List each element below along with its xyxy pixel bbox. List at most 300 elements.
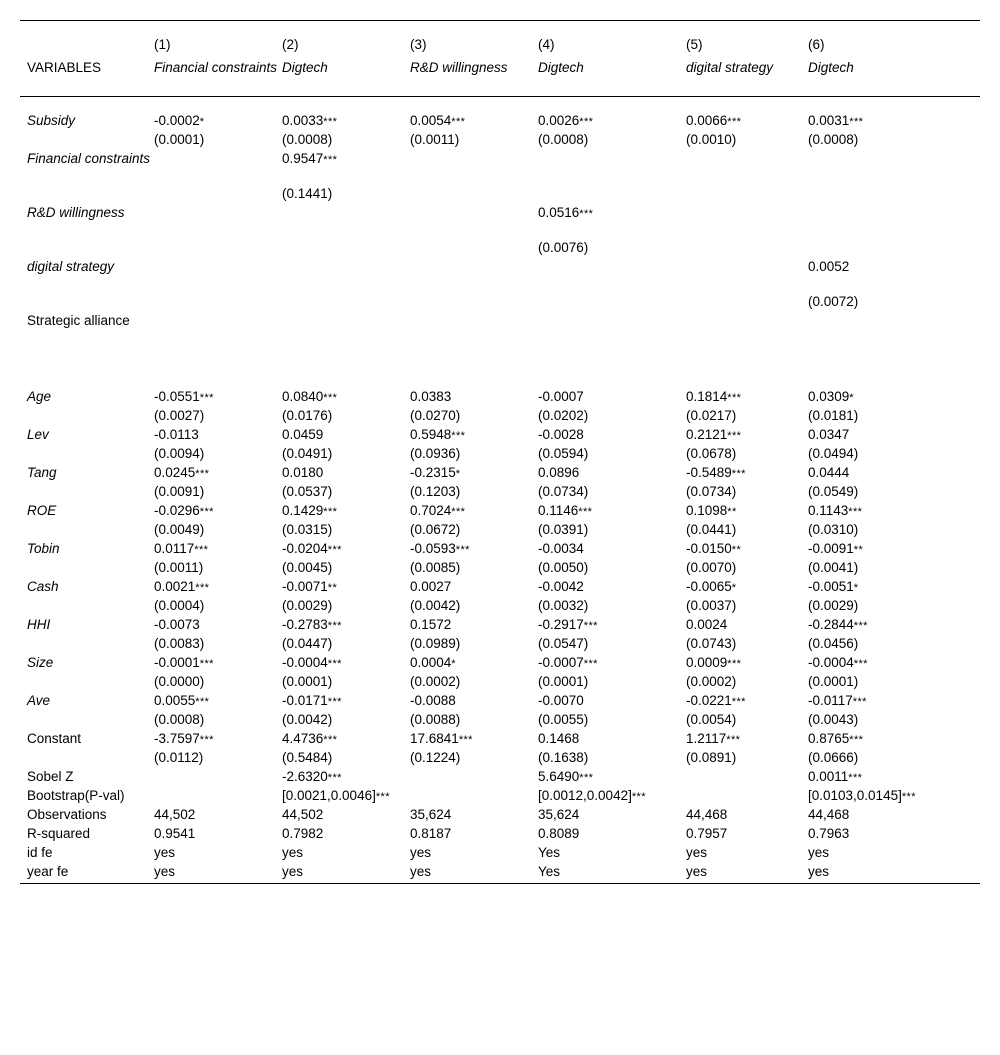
standard-error-c6 xyxy=(808,348,980,367)
cell-text: (0.0001) xyxy=(808,673,859,689)
cell-text: yes xyxy=(686,863,708,879)
cell-text: 0.0066*** xyxy=(686,112,742,128)
coefficient-c6 xyxy=(808,389,980,408)
cell-text: (0.0310) xyxy=(808,521,859,537)
coefficient-c1 xyxy=(154,693,282,712)
standard-error-c6 xyxy=(808,750,980,769)
cell-text: (0.0315) xyxy=(282,521,333,537)
cell-text: (0.0029) xyxy=(808,597,859,613)
cell-text: 0.2121*** xyxy=(686,426,742,442)
table-header-rule xyxy=(20,96,980,112)
cell-text: (0.0672) xyxy=(410,521,461,537)
column-number-header-row xyxy=(20,37,980,60)
coefficient-c1 xyxy=(154,655,282,674)
standard-error-c6 xyxy=(808,522,980,541)
cell-text: 0.9547*** xyxy=(282,150,338,166)
cell-text: (0.0041) xyxy=(808,559,859,575)
standard-error-c2 xyxy=(282,240,410,259)
cell-text: (0.0002) xyxy=(410,673,461,689)
table-row xyxy=(20,259,980,278)
standard-error-c3 xyxy=(410,132,538,151)
cell-text: (0.0027) xyxy=(154,407,205,423)
standard-error-c5 xyxy=(686,522,808,541)
empty-cell xyxy=(20,446,154,465)
variables-header xyxy=(20,60,154,97)
cell-text: [0.0103,0.0145]*** xyxy=(808,787,916,803)
coefficient-c2 xyxy=(282,655,410,674)
standard-error-c2 xyxy=(282,132,410,151)
coefficient-c6 xyxy=(808,151,980,170)
table-row-standard-error xyxy=(20,294,980,313)
cell-text: 0.5948*** xyxy=(410,426,466,442)
standard-error-c4 xyxy=(538,408,686,427)
footer-label xyxy=(20,826,154,845)
dependent-variable-name: Digtech xyxy=(282,59,328,75)
significance-stars: *** xyxy=(199,733,214,746)
table-row-standard-error xyxy=(20,132,980,151)
standard-error-c3 xyxy=(410,560,538,579)
significance-stars: * xyxy=(731,581,737,594)
standard-error-c3 xyxy=(410,750,538,769)
empty-cell xyxy=(20,484,154,503)
cell-text: 0.0009*** xyxy=(686,654,742,670)
controls-section-gap xyxy=(20,367,980,389)
cell-text: yes xyxy=(282,863,304,879)
significance-stars: *** xyxy=(731,467,746,480)
row-label-text: id fe xyxy=(27,844,53,860)
cell-text: -2.6320*** xyxy=(282,768,342,784)
table-row-standard-error xyxy=(20,408,980,427)
empty-cell xyxy=(20,712,154,731)
cell-text: (0.0001) xyxy=(282,673,333,689)
coefficient-c4 xyxy=(538,579,686,598)
cell-text: 0.1429*** xyxy=(282,502,338,518)
cell-text: 0.0055*** xyxy=(154,692,210,708)
row-label-text: Subsidy xyxy=(27,112,76,128)
cell-text: (0.0008) xyxy=(538,131,589,147)
row-label-9 xyxy=(20,541,154,560)
cell-text: 0.0004* xyxy=(410,654,456,670)
cell-text: (0.0049) xyxy=(154,521,205,537)
row-label-text: Bootstrap(P-val) xyxy=(27,787,125,803)
cell-text: (0.0094) xyxy=(154,445,205,461)
sobel-z-c5 xyxy=(686,769,808,788)
cell-text: (0.0055) xyxy=(538,711,589,727)
coefficient-c3 xyxy=(410,655,538,674)
coefficient-c1 xyxy=(154,151,282,170)
standard-error-c3 xyxy=(410,240,538,259)
standard-error-c2 xyxy=(282,560,410,579)
column-number-text: (6) xyxy=(808,36,825,52)
sobel-z-c6 xyxy=(808,769,980,788)
coefficient-c2 xyxy=(282,731,410,750)
cell-text: 4.4736*** xyxy=(282,730,338,746)
standard-error-c5 xyxy=(686,446,808,465)
coefficient-c6 xyxy=(808,205,980,224)
column-number-text: (1) xyxy=(154,36,171,52)
cell-text: (0.0112) xyxy=(154,749,204,765)
cell-text: 5.6490*** xyxy=(538,768,594,784)
row-label-2 xyxy=(20,205,154,224)
standard-error-c4 xyxy=(538,484,686,503)
row-label-4 xyxy=(20,313,154,332)
significance-stars: * xyxy=(849,391,854,404)
coefficient-c2 xyxy=(282,113,410,132)
significance-stars: ** xyxy=(727,505,737,518)
standard-error-c3 xyxy=(410,484,538,503)
cell-text: -0.5489*** xyxy=(686,464,746,480)
standard-error-c4 xyxy=(538,522,686,541)
cell-text: 35,624 xyxy=(538,806,580,822)
column-number-text: (3) xyxy=(410,36,427,52)
significance-stars: *** xyxy=(458,733,473,746)
row-label-text: Observations xyxy=(27,806,107,822)
significance-stars: *** xyxy=(631,790,646,803)
standard-error-c5 xyxy=(686,560,808,579)
empty-cell xyxy=(20,294,154,313)
cell-text: (0.0594) xyxy=(538,445,589,461)
row-label-3 xyxy=(20,259,154,278)
cell-text: (0.0491) xyxy=(282,445,333,461)
table-row xyxy=(20,465,980,484)
standard-error-c2 xyxy=(282,408,410,427)
significance-stars: * xyxy=(451,657,456,670)
standard-error-c3 xyxy=(410,186,538,205)
cell-text: (0.0010) xyxy=(686,131,737,147)
table-row-standard-error xyxy=(20,240,980,259)
table-row xyxy=(20,503,980,522)
row-label-text: Size xyxy=(27,654,54,670)
significance-stars: *** xyxy=(901,790,916,803)
cell-text: (0.0088) xyxy=(410,711,461,727)
cell-text: (0.1203) xyxy=(410,483,461,499)
cell-text: -0.2783*** xyxy=(282,616,342,632)
table-row xyxy=(20,205,980,224)
standard-error-c4 xyxy=(538,636,686,655)
footer-label xyxy=(20,845,154,864)
empty-cell xyxy=(20,560,154,579)
cell-text: (0.0070) xyxy=(686,559,737,575)
cell-text: (0.0029) xyxy=(282,597,333,613)
row-label-text: Age xyxy=(27,388,52,404)
coefficient-c6 xyxy=(808,465,980,484)
cell-text: (0.0011) xyxy=(154,559,204,575)
cell-text: -0.2917*** xyxy=(538,616,598,632)
table-row-standard-error xyxy=(20,446,980,465)
standard-error-c6 xyxy=(808,294,980,313)
cell-text: (0.0001) xyxy=(154,131,205,147)
footer-label xyxy=(20,864,154,884)
cell-text: 0.1146*** xyxy=(538,502,593,518)
cell-text: -0.0071** xyxy=(282,578,338,594)
significance-stars: *** xyxy=(731,695,746,708)
cell-text: 0.0054*** xyxy=(410,112,466,128)
cell-text: 0.0180 xyxy=(282,464,324,480)
cell-text: (0.0202) xyxy=(538,407,589,423)
standard-error-c6 xyxy=(808,674,980,693)
standard-error-c3 xyxy=(410,522,538,541)
significance-stars: *** xyxy=(327,695,342,708)
standard-error-c1 xyxy=(154,484,282,503)
cell-text: yes xyxy=(808,863,830,879)
coefficient-c6 xyxy=(808,313,980,332)
standard-error-c6 xyxy=(808,446,980,465)
standard-error-c5 xyxy=(686,598,808,617)
coefficient-c1 xyxy=(154,465,282,484)
standard-error-c5 xyxy=(686,674,808,693)
significance-stars: ** xyxy=(327,581,338,594)
cell-text: (0.0176) xyxy=(282,407,333,423)
footer-value-c4 xyxy=(538,826,686,845)
dependent-variable-name: R&D willingness xyxy=(410,59,508,75)
cell-text: -0.0113 xyxy=(154,426,199,442)
cell-text: 0.1098** xyxy=(686,502,737,518)
standard-error-c4 xyxy=(538,674,686,693)
coefficient-c5 xyxy=(686,389,808,408)
cell-text: 1.2117*** xyxy=(686,730,741,746)
mediator-label-wrap-space xyxy=(20,170,980,186)
cell-text: -0.0171*** xyxy=(282,692,342,708)
footer-row-id-fe xyxy=(20,845,980,864)
standard-error-c6 xyxy=(808,636,980,655)
coefficient-c6 xyxy=(808,541,980,560)
standard-error-c2 xyxy=(282,522,410,541)
footer-value-c1 xyxy=(154,807,282,826)
significance-stars: *** xyxy=(323,733,338,746)
row-label-text: R-squared xyxy=(27,825,91,841)
standard-error-c6 xyxy=(808,132,980,151)
cell-text: -0.0007 xyxy=(538,388,584,404)
standard-error-c1 xyxy=(154,446,282,465)
standard-error-c4 xyxy=(538,750,686,769)
standard-error-c1 xyxy=(154,132,282,151)
coefficient-c4 xyxy=(538,541,686,560)
cell-text: (0.0042) xyxy=(282,711,333,727)
coefficient-c3 xyxy=(410,427,538,446)
coefficient-c6 xyxy=(808,259,980,278)
footer-value-c1 xyxy=(154,826,282,845)
coefficient-c6 xyxy=(808,731,980,750)
standard-error-c6 xyxy=(808,560,980,579)
coefficient-c5 xyxy=(686,427,808,446)
standard-error-c6 xyxy=(808,712,980,731)
standard-error-c2 xyxy=(282,294,410,313)
cell-text: 0.0347 xyxy=(808,426,850,442)
cell-text: 0.0024 xyxy=(686,616,728,632)
footer-value-c3 xyxy=(410,826,538,845)
standard-error-c5 xyxy=(686,186,808,205)
footer-value-c6 xyxy=(808,807,980,826)
cell-text: -3.7597*** xyxy=(154,730,214,746)
standard-error-c1 xyxy=(154,240,282,259)
coefficient-c3 xyxy=(410,389,538,408)
cell-text: -0.0204*** xyxy=(282,540,342,556)
coefficient-c1 xyxy=(154,113,282,132)
cell-text: 0.8765*** xyxy=(808,730,864,746)
cell-text: (0.0270) xyxy=(410,407,461,423)
significance-stars: *** xyxy=(323,391,338,404)
bootstrap-c2 xyxy=(282,788,410,807)
row-label-8 xyxy=(20,503,154,522)
cell-text: (0.0083) xyxy=(154,635,205,651)
regression-table-container xyxy=(20,0,980,899)
row-label-text: Cash xyxy=(27,578,59,594)
empty-cell xyxy=(20,348,154,367)
cell-text: (0.0000) xyxy=(154,673,205,689)
row-label-14 xyxy=(20,731,154,750)
cell-text: yes xyxy=(154,863,176,879)
empty-cell xyxy=(20,598,154,617)
coefficient-c3 xyxy=(410,313,538,332)
dependent-variable-name: digital strategy xyxy=(686,59,774,75)
standard-error-c2 xyxy=(282,446,410,465)
column-name-header-row xyxy=(20,60,980,97)
cell-text: 0.0027 xyxy=(410,578,452,594)
significance-stars: *** xyxy=(848,771,863,784)
significance-stars: *** xyxy=(726,733,741,746)
standard-error-c3 xyxy=(410,598,538,617)
significance-stars: ** xyxy=(731,543,742,556)
row-label-text: Ave xyxy=(27,692,51,708)
significance-stars: *** xyxy=(323,115,338,128)
significance-stars: *** xyxy=(194,543,209,556)
footer-value-c5 xyxy=(686,807,808,826)
coefficient-c6 xyxy=(808,113,980,132)
cell-text: (0.0549) xyxy=(808,483,859,499)
coefficient-c1 xyxy=(154,579,282,598)
cell-text: -0.0007*** xyxy=(538,654,598,670)
column-name-5 xyxy=(686,60,808,97)
coefficient-c3 xyxy=(410,541,538,560)
row-label-text: Financial constraints xyxy=(27,150,151,166)
coefficient-c1 xyxy=(154,313,282,332)
cell-text: -0.0221*** xyxy=(686,692,746,708)
coefficient-c4 xyxy=(538,151,686,170)
cell-text: 0.1468 xyxy=(538,730,580,746)
standard-error-c4 xyxy=(538,712,686,731)
coefficient-c2 xyxy=(282,693,410,712)
coefficient-c6 xyxy=(808,693,980,712)
row-label-10 xyxy=(20,579,154,598)
cell-text: (0.0666) xyxy=(808,749,859,765)
coefficient-c6 xyxy=(808,617,980,636)
cell-text: 0.1572 xyxy=(410,616,452,632)
cell-text: 0.8089 xyxy=(538,825,580,841)
empty-cell xyxy=(20,674,154,693)
cell-text: 0.0117*** xyxy=(154,540,209,556)
coefficient-c1 xyxy=(154,541,282,560)
coefficient-c3 xyxy=(410,259,538,278)
significance-stars: *** xyxy=(327,619,342,632)
dependent-variable-name: Financial constraints xyxy=(154,59,278,75)
cell-text: 0.1814*** xyxy=(686,388,742,404)
table-row-standard-error xyxy=(20,674,980,693)
coefficient-c4 xyxy=(538,205,686,224)
cell-text: -0.2315* xyxy=(410,464,461,480)
column-number-4 xyxy=(538,37,686,60)
standard-error-c6 xyxy=(808,484,980,503)
footer-value-c1 xyxy=(154,845,282,864)
column-number-6 xyxy=(808,37,980,60)
cell-text: 0.0052 xyxy=(808,258,850,274)
dependent-variable-name: Digtech xyxy=(808,59,854,75)
standard-error-c4 xyxy=(538,446,686,465)
footer-row-year-fe xyxy=(20,864,980,884)
standard-error-c3 xyxy=(410,674,538,693)
cell-text: (0.0072) xyxy=(808,293,859,309)
row-label-text: Tang xyxy=(27,464,57,480)
cell-text: 35,624 xyxy=(410,806,452,822)
cell-text: 0.1143*** xyxy=(808,502,863,518)
coefficient-c1 xyxy=(154,731,282,750)
cell-text: (0.1224) xyxy=(410,749,461,765)
cell-text: (0.0054) xyxy=(686,711,737,727)
table-row xyxy=(20,617,980,636)
row-label-11 xyxy=(20,617,154,636)
coefficient-c3 xyxy=(410,617,538,636)
significance-stars: *** xyxy=(849,115,864,128)
cell-text: (0.5484) xyxy=(282,749,333,765)
standard-error-c4 xyxy=(538,186,686,205)
significance-stars: * xyxy=(853,581,859,594)
table-row xyxy=(20,427,980,446)
table-row xyxy=(20,151,980,170)
cell-text: -0.0004*** xyxy=(282,654,342,670)
standard-error-c4 xyxy=(538,294,686,313)
significance-stars: *** xyxy=(579,771,594,784)
row-label-0 xyxy=(20,113,154,132)
coefficient-c2 xyxy=(282,427,410,446)
coefficient-c5 xyxy=(686,655,808,674)
coefficient-c5 xyxy=(686,113,808,132)
coefficient-c5 xyxy=(686,541,808,560)
cell-text: (0.0050) xyxy=(538,559,589,575)
coefficient-c3 xyxy=(410,503,538,522)
standard-error-c3 xyxy=(410,294,538,313)
coefficient-c1 xyxy=(154,617,282,636)
cell-text: -0.0091** xyxy=(808,540,864,556)
significance-stars: *** xyxy=(195,695,210,708)
coefficient-c4 xyxy=(538,427,686,446)
cell-text: 0.0021*** xyxy=(154,578,210,594)
standard-error-c1 xyxy=(154,186,282,205)
row-label-text: year fe xyxy=(27,863,69,879)
cell-text: (0.0042) xyxy=(410,597,461,613)
table-row-standard-error xyxy=(20,522,980,541)
cell-text: yes xyxy=(410,844,432,860)
coefficient-c3 xyxy=(410,693,538,712)
cell-text: (0.0678) xyxy=(686,445,737,461)
table-row-standard-error xyxy=(20,750,980,769)
footer-value-c6 xyxy=(808,845,980,864)
significance-stars: *** xyxy=(579,115,594,128)
cell-text: (0.0217) xyxy=(686,407,737,423)
coefficient-c4 xyxy=(538,465,686,484)
standard-error-c6 xyxy=(808,408,980,427)
sobel-z-c4 xyxy=(538,769,686,788)
standard-error-c2 xyxy=(282,598,410,617)
bootstrap-c1 xyxy=(154,788,282,807)
cell-text: 0.7024*** xyxy=(410,502,466,518)
sobel-z-row xyxy=(20,769,980,788)
sobel-z-c2 xyxy=(282,769,410,788)
significance-stars: *** xyxy=(727,391,742,404)
cell-text: -0.0088 xyxy=(410,692,456,708)
row-label-text: Strategic alliance xyxy=(27,312,130,328)
mediator-label-wrap-space xyxy=(20,332,980,348)
table-row-standard-error xyxy=(20,348,980,367)
column-number-text: (4) xyxy=(538,36,555,52)
